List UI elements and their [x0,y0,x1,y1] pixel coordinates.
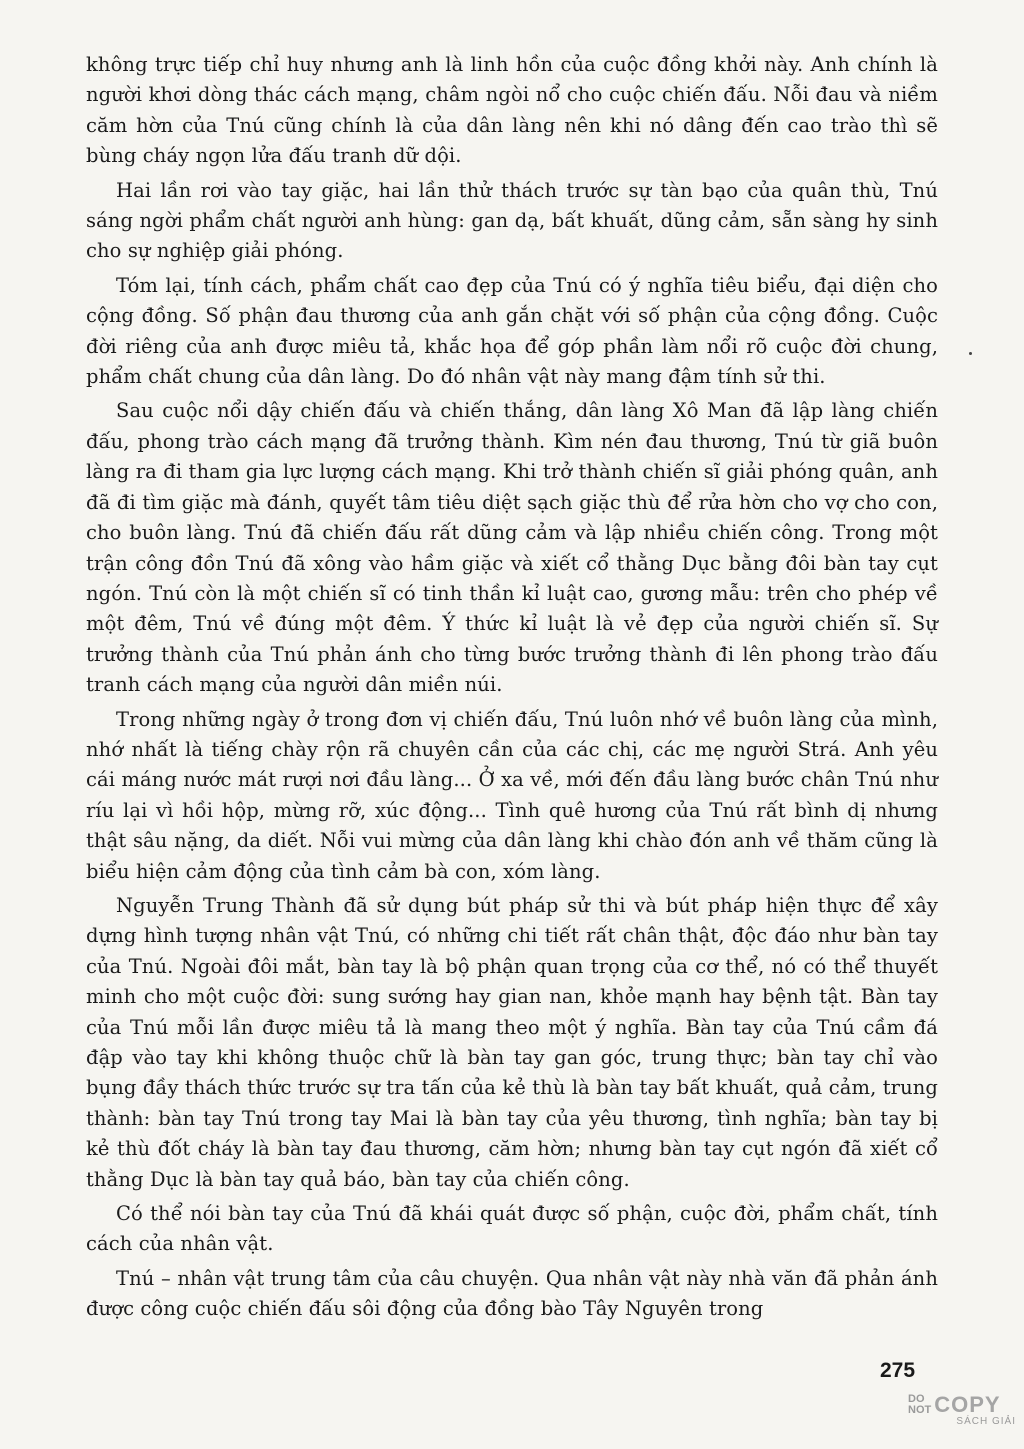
paragraph-2: Hai lần rơi vào tay giặc, hai lần thử thách trước sự tàn bạo của quân thù, Tnú sáng ngời phẩm chất người anh hùng: gan dạ, bất khuất, dũng cảm, sẵn sàng hy sinh cho sự nghiệp giải phóng. [86,178,938,263]
watermark-copy: COPY [934,1392,1001,1417]
paragraph-3: Tóm lại, tính cách, phẩm chất cao đẹp của Tnú có ý nghĩa tiêu biểu, đại diện cho cộng đồng. Số phận đau thương của anh gắn chặt với số phận của cộng đồng. Cuộc đời riêng của anh được miêu tả, khắc họa để góp phần làm nổi rõ cuộc đời chung, phẩm chất chung của dân làng. Do đó nhân vật này mang đậm tính sử thi. [86,273,938,389]
watermark-not: NOT [908,1404,932,1416]
scan-speck [969,352,972,355]
document-page [86,50,938,1329]
watermark-brand: SÁCH GIẢI [956,1416,1016,1427]
paragraph-6: Nguyễn Trung Thành đã sử dụng bút pháp sử thi và bút pháp hiện thực để xây dựng hình tượng nhân vật Tnú, có những chi tiết rất chân thật, độc đáo như bàn tay của Tnú. Ngoài đôi mắt, bàn tay là bộ phận quan trọng của cơ thể, nó có thể thuyết minh cho một cuộc đời: sung sướng hay gian nan, khỏe mạnh hay bệnh tật. Bàn tay của Tnú mỗi lần được miêu tả là mang theo một ý nghĩa. Bàn tay của Tnú cầm đá đập vào tay khi không thuộc chữ là bàn tay gan góc, trung thực; bàn tay chỉ vào bụng đầy thách thức trước sự tra tấn của kẻ thù là bàn tay bất khuất, quả cảm, trung thành: bàn tay Tnú trong tay Mai là bàn tay của yêu thương, tình nghĩa; bàn tay bị kẻ thù đốt cháy là bàn tay đau thương, căm hờn; nhưng bàn tay cụt ngón đã xiết cổ thằng Dục là bàn tay quả báo, bàn tay của chiến công. [86,893,938,1191]
page-number: 275 [880,1359,916,1382]
paragraph-5: Trong những ngày ở trong đơn vị chiến đấu, Tnú luôn nhớ về buôn làng của mình, nhớ nhất là tiếng chày rộn rã chuyên cần của các chị, các mẹ người Strá. Anh yêu cái máng nước mát rượi nơi đầu làng... Ở xa về, mới đến đầu làng bước chân Tnú như ríu lại vì hồi hộp, mừng rỡ, xúc động... Tình quê hương của Tnú rất bình dị nhưng thật sâu nặng, da diết. Nỗi vui mừng của dân làng khi chào đón anh về thăm cũng là biểu hiện cảm động của tình cảm bà con, xóm làng. [86,707,938,883]
paragraph-1: không trực tiếp chỉ huy nhưng anh là linh hồn của cuộc đồng khởi này. Anh chính là người khơi dòng thác cách mạng, châm ngòi nổ cho cuộc chiến đấu. Nỗi đau và niềm căm hờn của Tnú cũng chính là của dân làng nên khi nó dâng đến cao trào thì sẽ bùng cháy ngọn lửa đấu tranh dữ dội. [86,53,938,168]
paragraph-4: Sau cuộc nổi dậy chiến đấu và chiến thắng, dân làng Xô Man đã lập làng chiến đấu, phong trào cách mạng đã trưởng thành. Kìm nén đau thương, Tnú từ giã buôn làng ra đi tham gia lực lượng cách mạng. Khi trở thành chiến sĩ giải phóng quân, anh đã đi tìm giặc mà đánh, quyết tâm tiêu diệt sạch giặc thù để rửa hờn cho vợ cho con, cho buôn làng. Tnú đã chiến đấu rất dũng cảm và lập nhiều chiến công. Trong một trận công đồn Tnú đã xông vào hầm giặc và xiết cổ thằng Dục bằng đôi bàn tay cụt ngón. Tnú còn là một chiến sĩ có tinh thần kỉ luật cao, gương mẫu: trên cho phép về một đêm, Tnú về đúng một đêm. Ý thức kỉ luật là vẻ đẹp của người chiến sĩ. Sự trưởng thành của Tnú phản ánh cho từng bước trưởng thành đi lên phong trào đấu tranh cách mạng của người dân miền núi. [86,399,938,697]
watermark-do: DO [908,1393,925,1405]
paragraph-8: Tnú – nhân vật trung tâm của câu chuyện. Qua nhân vật này nhà văn đã phản ánh được công cuộc chiến đấu sôi động của đồng bào Tây Nguyên trong [86,1266,938,1321]
paragraph-7: Có thể nói bàn tay của Tnú đã khái quát được số phận, cuộc đời, phẩm chất, tính cách của nhân vật. [86,1202,938,1256]
watermark-logo [908,1392,1020,1444]
